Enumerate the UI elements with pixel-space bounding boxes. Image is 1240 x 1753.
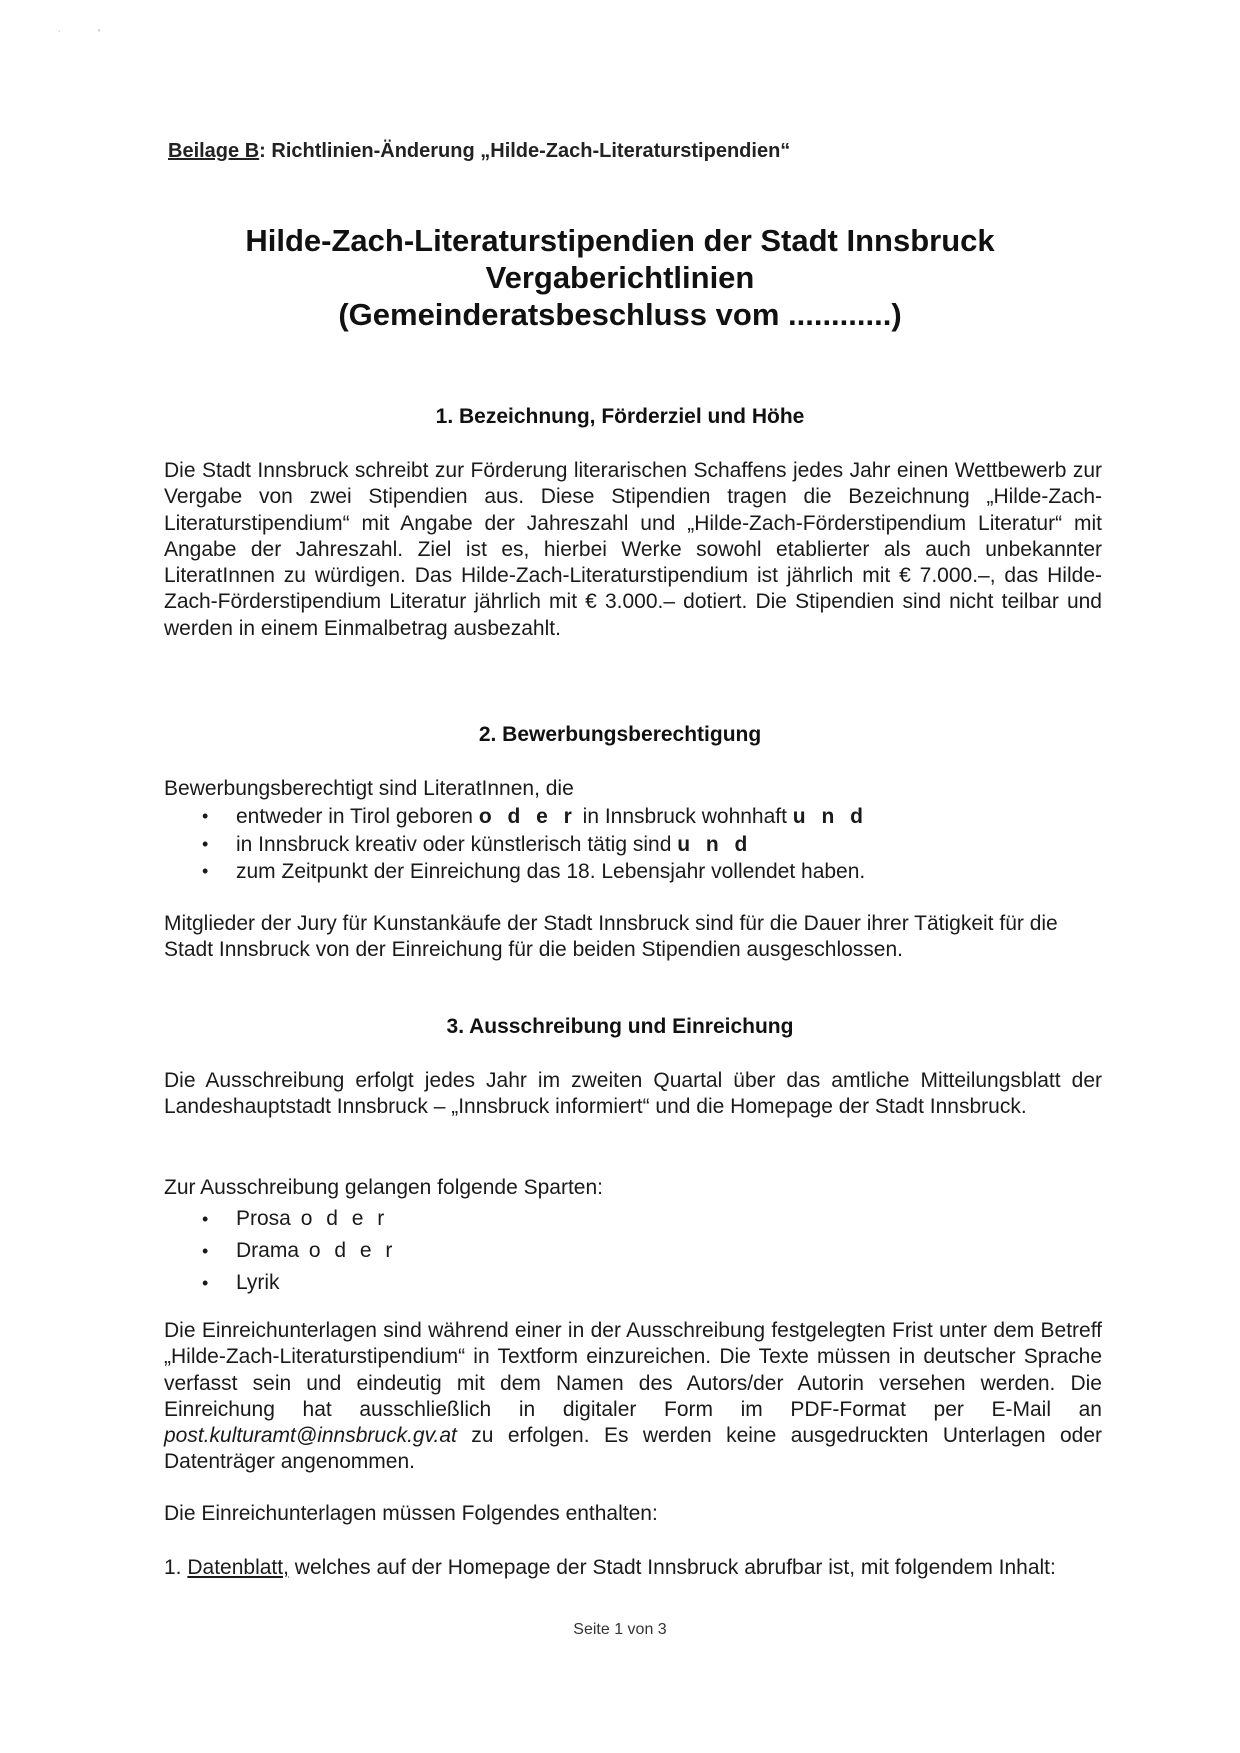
document-title bbox=[168, 222, 1072, 333]
list-item: • in Innsbruck kreativ oder künstlerisch tätig sind u n d bbox=[164, 831, 1064, 859]
emphasis-oder: o d e r bbox=[478, 805, 577, 828]
section-2-paragraph: Mitglieder der Jury für Kunstankäufe der Stadt Innsbruck sind für die Dauer ihrer Tätigkeit für die Stadt Innsbruck von der Einreichung für die beiden Stipendien ausgeschlossen. bbox=[164, 912, 1058, 962]
attachment-line bbox=[168, 140, 790, 163]
emphasis-und: u n d bbox=[792, 805, 868, 828]
page-number: Seite 1 von 3 bbox=[573, 1621, 667, 1638]
contents-item-1: 1. Datenblatt, welches auf der Homepage der Stadt Innsbruck abrufbar ist, mit folgendem Inhalt: bbox=[164, 1556, 1056, 1579]
eligibility-list bbox=[164, 803, 1064, 886]
title-line-2: Vergaberichtlinien bbox=[485, 260, 755, 295]
contents-intro: Die Einreichunterlagen müssen Folgendes enthalten: bbox=[164, 1502, 658, 1525]
title-line-3: (Gemeinderatsbeschluss vom ............) bbox=[338, 297, 902, 332]
section-1-heading: 1. Bezeichnung, Förderziel und Höhe bbox=[435, 405, 805, 428]
list-item: • Prosa o d e r bbox=[164, 1203, 1064, 1235]
attachment-label: Beilage B bbox=[168, 140, 260, 162]
section-2-heading: 2. Bewerbungsberechtigung bbox=[478, 723, 762, 746]
section-3-paragraph-2: Die Einreichunterlagen sind während einer in der Ausschreibung festgelegten Frist unter dem Betreff „Hilde-Zach-Literaturstipendium“ in Textform einzureichen. Die Texte müssen in deutscher Sprache verfasst sein und eindeutig mit dem Namen des Autors/der Autorin versehen werden. Die Einreichung hat ausschließlich in digitaler Form im PDF-Format per E-Mail an post.kulturamt@innsbruck.gv.at zu erfolgen. Es werden keine ausgedruckten Unterlagen oder Datenträger angenommen. bbox=[164, 1319, 1102, 1474]
list-item: • entweder in Tirol geboren o d e r in Innsbruck wohnhaft u n d bbox=[164, 803, 1064, 831]
list-item: • Drama o d e r bbox=[164, 1235, 1064, 1267]
section-3-paragraph-1: Die Ausschreibung erfolgt jedes Jahr im zweiten Quartal über das amtliche Mitteilungsblatt der Landeshauptstadt Innsbruck – „Innsbruck informiert“ und die Homepage der Stadt Innsbruck. bbox=[164, 1069, 1102, 1119]
email-address: post.kulturamt@innsbruck.gv.at bbox=[164, 1424, 457, 1448]
scan-mark: ˙ bbox=[58, 30, 62, 41]
list-item: • zum Zeitpunkt der Einreichung das 18. Lebensjahr vollendet haben. bbox=[164, 858, 1064, 886]
list-item: • Lyrik bbox=[164, 1267, 1064, 1299]
datenblatt-label: Datenblatt, bbox=[187, 1556, 289, 1579]
section-2-intro: Bewerbungsberechtigt sind LiteratInnen, die bbox=[164, 777, 574, 800]
section-1-paragraph: Die Stadt Innsbruck schreibt zur Förderung literarischen Schaffens jedes Jahr einen Wettbewerb zur Vergabe von zwei Stipendien aus. Diese Stipendien tragen die Bezeichnung „Hilde-Zach-Literaturstipendium“ mit Angabe der Jahreszahl und „Hilde-Zach-Förderstipendium Literatur“ mit Angabe der Jahreszahl. Ziel ist es, hierbei Werke sowohl etablierter als auch unbekannter LiteratInnen zu würdigen. Das Hilde-Zach-Literaturstipendium ist jährlich mit € 7.000.–, das Hilde-Zach-Förderstipendium Literatur jährlich mit € 3.000.– dotiert. Die Stipendien sind nicht teilbar und werden in einem Einmalbetrag ausbezahlt. bbox=[164, 459, 1102, 640]
title-line-1: Hilde-Zach-Literaturstipendien der Stadt Innsbruck bbox=[245, 223, 995, 258]
categories-intro: Zur Ausschreibung gelangen folgende Sparten: bbox=[164, 1176, 603, 1199]
section-3-heading: 3. Ausschreibung und Einreichung bbox=[446, 1015, 794, 1038]
attachment-text: : Richtlinien-Änderung „Hilde-Zach-Literaturstipendien“ bbox=[259, 140, 791, 162]
scan-mark: ‘ bbox=[98, 28, 101, 39]
emphasis-und: u n d bbox=[677, 832, 753, 856]
categories-list bbox=[164, 1203, 1064, 1299]
